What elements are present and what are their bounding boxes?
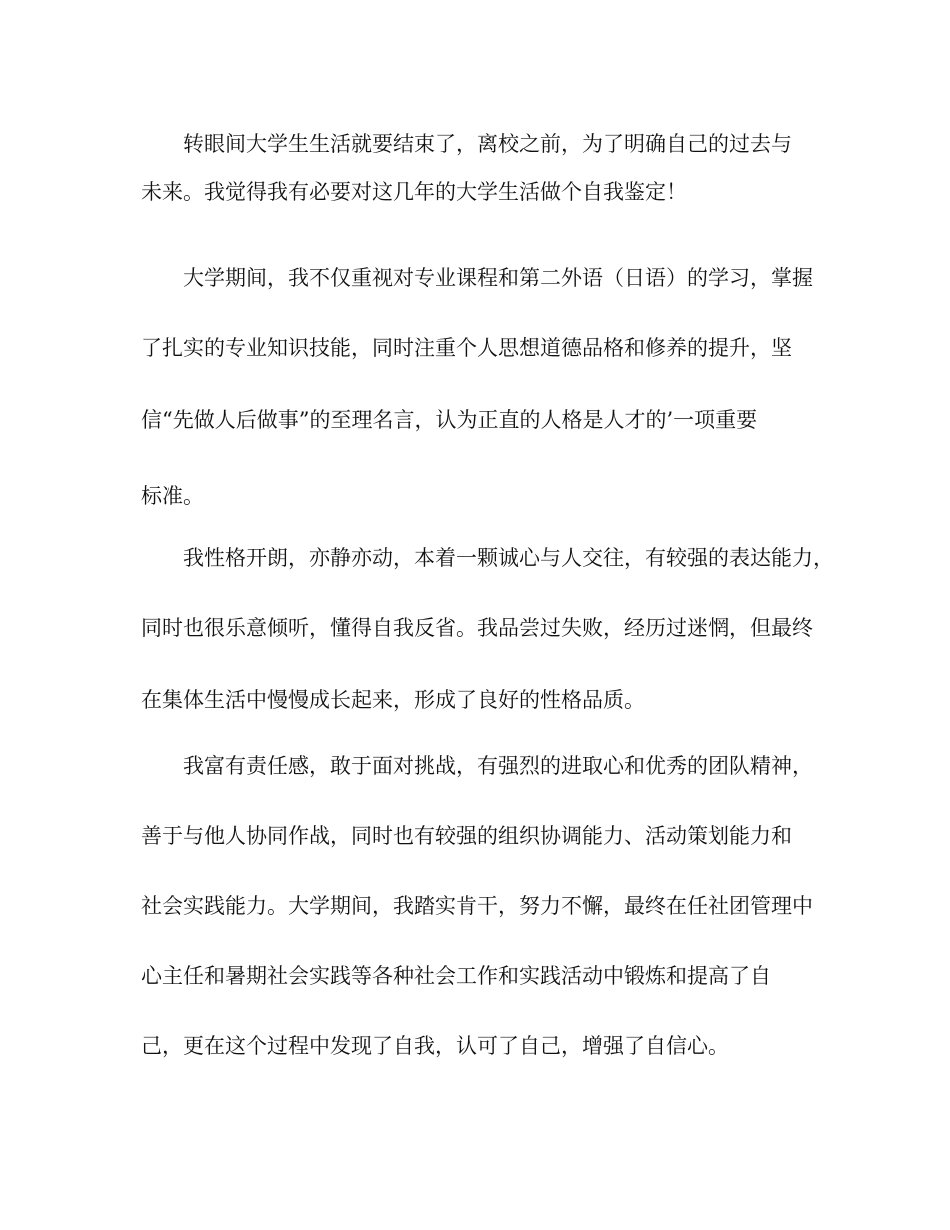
paragraph-1-line-2: 未来。我觉得我有必要对这几年的大学生活做个自我鉴定！ [141,180,687,204]
paragraph-3-line-3: 在集体生活中慢慢成长起来，形成了良好的性格品质。 [141,688,645,712]
paragraph-4-line-3: 社会实践能力。大学期间，我踏实肯干，努力不懈，最终在任社团管理中 [141,894,813,918]
paragraph-2-line-2: 了扎实的专业知识技能，同时注重个人思想道德品格和修养的提升，坚 [141,336,792,360]
paragraph-3-line-1: 我性格开朗，亦静亦动，本着一颗诚心与人交往，有较强的表达能力， [183,546,834,570]
paragraph-4-line-1: 我富有责任感，敢于面对挑战，有强烈的进取心和优秀的团队精神， [183,754,813,778]
paragraph-2-line-4: 标准。 [141,484,204,508]
paragraph-4-line-4: 心主任和暑期社会实践等各种社会工作和实践活动中锻炼和提高了自 [141,964,771,988]
paragraph-4-line-5: 己，更在这个过程中发现了自我，认可了自己，增强了自信心。 [141,1034,729,1058]
paragraph-3-line-2: 同时也很乐意倾听，懂得自我反省。我品尝过失败，经历过迷惘，但最终 [141,616,813,640]
paragraph-4-line-2: 善于与他人协同作战，同时也有较强的组织协调能力、活动策划能力和 [141,824,792,848]
paragraph-1-line-1: 转眼间大学生生活就要结束了，离校之前，为了明确自己的过去与 [183,132,792,156]
paragraph-2-line-1: 大学期间，我不仅重视对专业课程和第二外语（日语）的学习，掌握 [183,266,813,290]
paragraph-2-line-3: 信“先做人后做事”的至理名言，认为正直的人格是人才的’一项重要 [141,408,758,432]
